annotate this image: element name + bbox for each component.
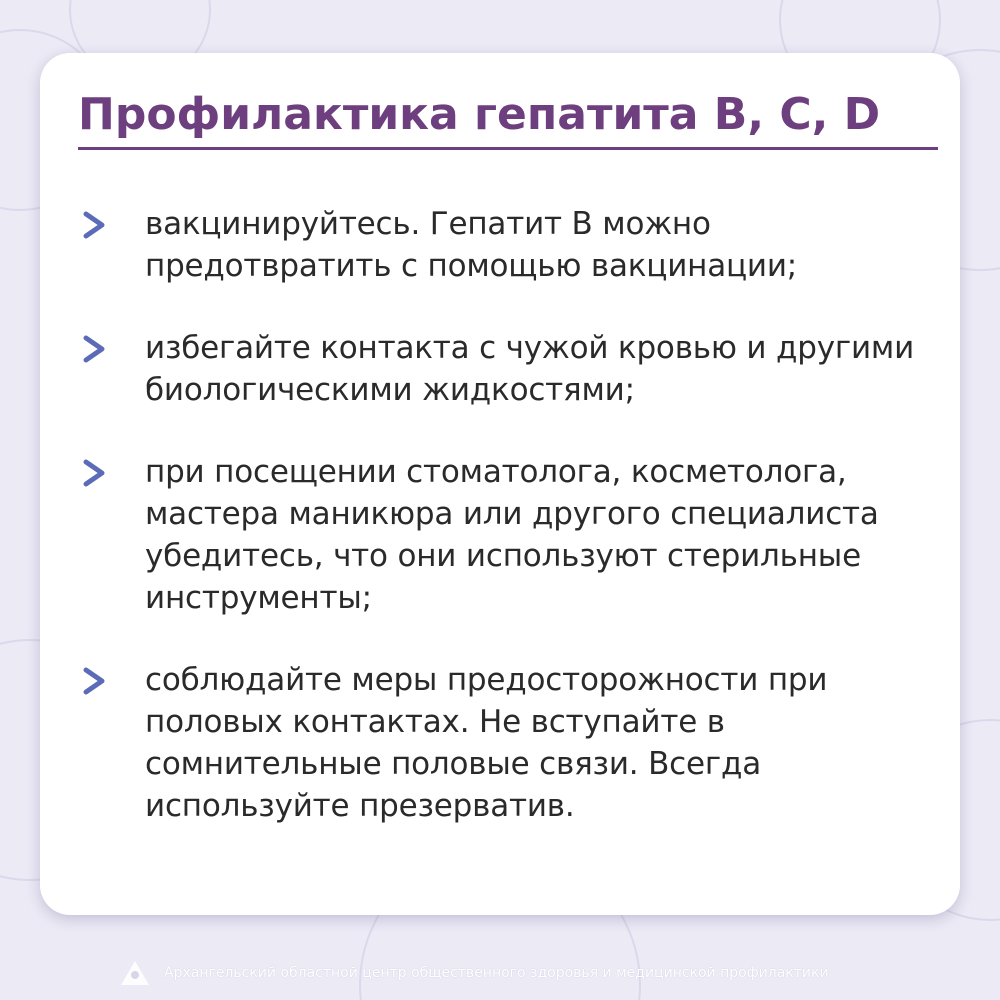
chevron-right-icon (80, 666, 108, 696)
list-item-text: при посещении стоматолога, косметолога, мастера маникюра или другого специалиста убедитесь, что они используют стерильные инструменты; (145, 454, 879, 616)
organization-logo-icon (118, 958, 152, 988)
card-title: Профилактика гепатита B, C, D (78, 89, 881, 140)
list-item (40, 659, 960, 827)
list-item-text: соблюдайте меры предосторожности при половых контактах. Не вступайте в сомнительные половые связи. Всегда используйте презерватив. (145, 662, 828, 824)
list-item (40, 203, 960, 287)
chevron-right-icon (80, 334, 108, 364)
chevron-right-icon (80, 210, 108, 240)
list-item-text: избегайте контакта с чужой кровью и другими биологическими жидкостями; (145, 330, 915, 408)
chevron-right-icon (80, 458, 108, 488)
list-item-text: вакцинируйтесь. Гепатит В можно предотвратить с помощью вакцинации; (145, 206, 798, 284)
prevention-list (40, 203, 960, 867)
list-item (40, 451, 960, 619)
title-underline (78, 147, 938, 150)
info-card (40, 53, 960, 915)
footer-organization-name: Архангельский областной центр общественного здоровья и медицинской профилактики (164, 965, 829, 981)
list-item (40, 327, 960, 411)
footer (118, 958, 829, 988)
